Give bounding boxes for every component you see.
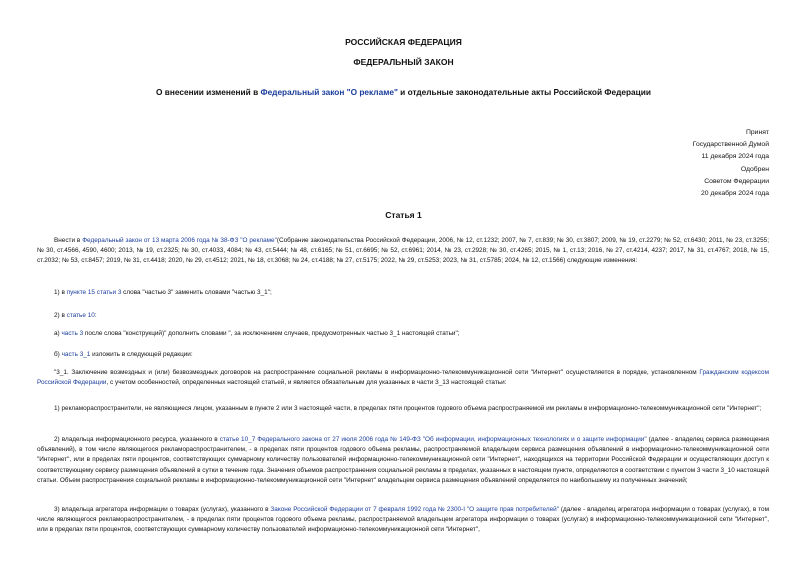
adoption-duma-date: 11 декабря 2024 года xyxy=(701,153,769,161)
adoption-block xyxy=(569,127,769,200)
paragraph-item-2b xyxy=(37,350,769,360)
header-country: РОССИЙСКАЯ ФЕДЕРАЦИЯ xyxy=(345,37,462,47)
paragraph-item-1 xyxy=(37,288,769,298)
adoption-council-date: 20 декабря 2024 года xyxy=(701,190,769,198)
paragraph-sub-3 xyxy=(37,505,769,536)
paragraph-text: 2) в xyxy=(54,312,67,319)
paragraph-item-2 xyxy=(37,311,769,321)
paragraph-3-1-text xyxy=(37,368,769,388)
part-3-1-link[interactable]: часть 3_1 xyxy=(61,351,91,358)
paragraph-text: (Собрание законодательства Российской Федерации, 2006, № 12, ст.1232; 2007, № 7, ст.839; № 30, ст.3807; 2009, № 19, ст.2279; № 52, ст.6430; 2011, № 23, ст.3255; № 30, ст.4566, 4590, 4600; 2013, № 19, ст.2325; № 30, ст.4033, 4084; № 43, ст.5444; № 48, ст.6165; № 51, ст.6695; № 52, ст.6961; 2014, № 23, ст.2928; № 30, ст.4265; 2015, № 1, ст.13; 2016, № 27, ст.4214, 4237; 2017, № 31, ст.4767; 2018, № 15, ст.2032; № 53, ст.8457; 2019, № 31, ст.4418; 2020, № 29, ст.4512; 2021, № 18, ст.3068; № 24, ст.4188; № 27, ст.5175; 2022, № 29, ст.5253; 2023, № 31, ст.5785; 2024, № 12, ст.1566) следующие изменения: xyxy=(37,237,769,265)
header-law-type: ФЕДЕРАЛЬНЫЙ ЗАКОН xyxy=(353,57,454,67)
title-suffix: и отдельные законодательные акты Российской Федерации xyxy=(397,87,651,97)
paragraph-text: а) xyxy=(54,330,62,337)
article-10-link[interactable]: статье 10 xyxy=(66,312,95,319)
paragraph-text: (далее - владелец сервиса размещения объявлений), в том числе являющегося рекламораспространителем, - в пределах пяти процентов годового объема рекламы, распространяемой владельцем сервиса размещения объявлений в информационно-телекоммуникационной сети "Интернет", или в пределах пяти процентов, соответствующих суммарному количеству пользователей информационно-телекоммуникационной сети "Интернет", находящихся на территории Российской Федерации и осуществляющих доступ к соответствующему сервису размещения объявлений в сутки в течение года. Значения объемов распространения социальной рекламы в пределах, указанных в настоящем пункте, определяются в соответствии с пунктом 3 части 3_10 настоящей статьи. Объем распространения социальной рекламы в информационно-телекоммуникационной сети "Интернет" владельцем сервиса размещения объявлений определяется по наибольшему из полученных значений; xyxy=(37,436,770,484)
article-3-link[interactable]: пункте 15 статьи 3 xyxy=(66,289,122,296)
law-38fz-link[interactable]: Федеральный закон от 13 марта 2006 года № 38-ФЗ "О рекламе" xyxy=(82,237,277,244)
paragraph-text: , с учетом особенностей, определенных настоящей статьей, и является обязательным для указанных в части 3_13 настоящей статьи: xyxy=(106,379,507,387)
paragraph-text: слова "частью 3" заменить словами "частью 3_1"; xyxy=(121,289,272,296)
title-law-link[interactable]: Федеральный закон "О рекламе" xyxy=(260,87,398,97)
paragraph-text: Внести в xyxy=(54,237,83,244)
paragraph-item-2a xyxy=(37,329,769,339)
adoption-duma: Государственной Думой xyxy=(692,141,769,149)
article-title: Статья 1 xyxy=(385,210,422,220)
paragraph-text: б) xyxy=(54,351,62,358)
title-prefix: О внесении изменений в xyxy=(156,87,261,97)
paragraph-text: после слова "конструкций)" дополнить словами ", за исключением случаев, предусмотренных частью 3_1 настоящей статьи"; xyxy=(83,330,460,337)
paragraph-text: 1) в xyxy=(54,289,67,296)
part-3-link[interactable]: часть 3 xyxy=(61,330,84,337)
paragraph-text: изложить в следующей редакции: xyxy=(90,351,193,358)
adoption-council: Советом Федерации xyxy=(704,177,769,185)
paragraph-text: : xyxy=(94,312,97,319)
consumer-law-link[interactable]: Законе Российской Федерации от 7 февраля 1992 года № 2300-I "О защите прав потребителей" xyxy=(270,506,559,513)
law-149fz-link[interactable]: статье 10_7 Федерального закона от 27 июля 2006 года № 149-ФЗ "Об информации, информационных технологиях и о защите информации" xyxy=(219,436,647,443)
paragraph-text: 2) владельца информационного ресурса, указанного в xyxy=(54,436,220,443)
adoption-accepted: Принят xyxy=(745,129,769,136)
civil-code-link[interactable]: Гражданским кодексом Российской Федерации xyxy=(37,369,769,387)
document-title xyxy=(0,87,807,97)
paragraph-sub-1: 1) рекламораспространители, не являющиеся лицом, указанным в пункте 2 или 3 настоящей части, в пределах пяти процентов годового объема распространяемой им рекламы в информационно-телекоммуникационной сети "Интернет"; xyxy=(54,405,762,412)
paragraph-intro xyxy=(37,236,769,267)
paragraph-text: "3_1. Заключение возмездных и (или) безвозмездных договоров на распространение социальной рекламы в информационно-телекоммуникационной сети "Интернет" осуществляется в порядке, установленном xyxy=(54,369,700,376)
paragraph-sub-2 xyxy=(37,435,769,486)
paragraph-text: (далее - владелец агрегатора информации о товарах (услугах), в том числе являющегося рекламораспространителем, - в пределах пяти процентов годового объема рекламы, распространяемой владельцем агрегатора информации о товарах (услугах) в информационно-телекоммуникационной сети "Интернет", или в пределах пяти процентов, соответствующих суммарному количеству пользователей информационно-телекоммуникационной сети "Интернет", xyxy=(37,506,769,534)
paragraph-text: 3) владельца агрегатора информации о товарах (услугах), указанного в xyxy=(54,506,271,513)
adoption-approved: Одобрен xyxy=(740,165,769,173)
